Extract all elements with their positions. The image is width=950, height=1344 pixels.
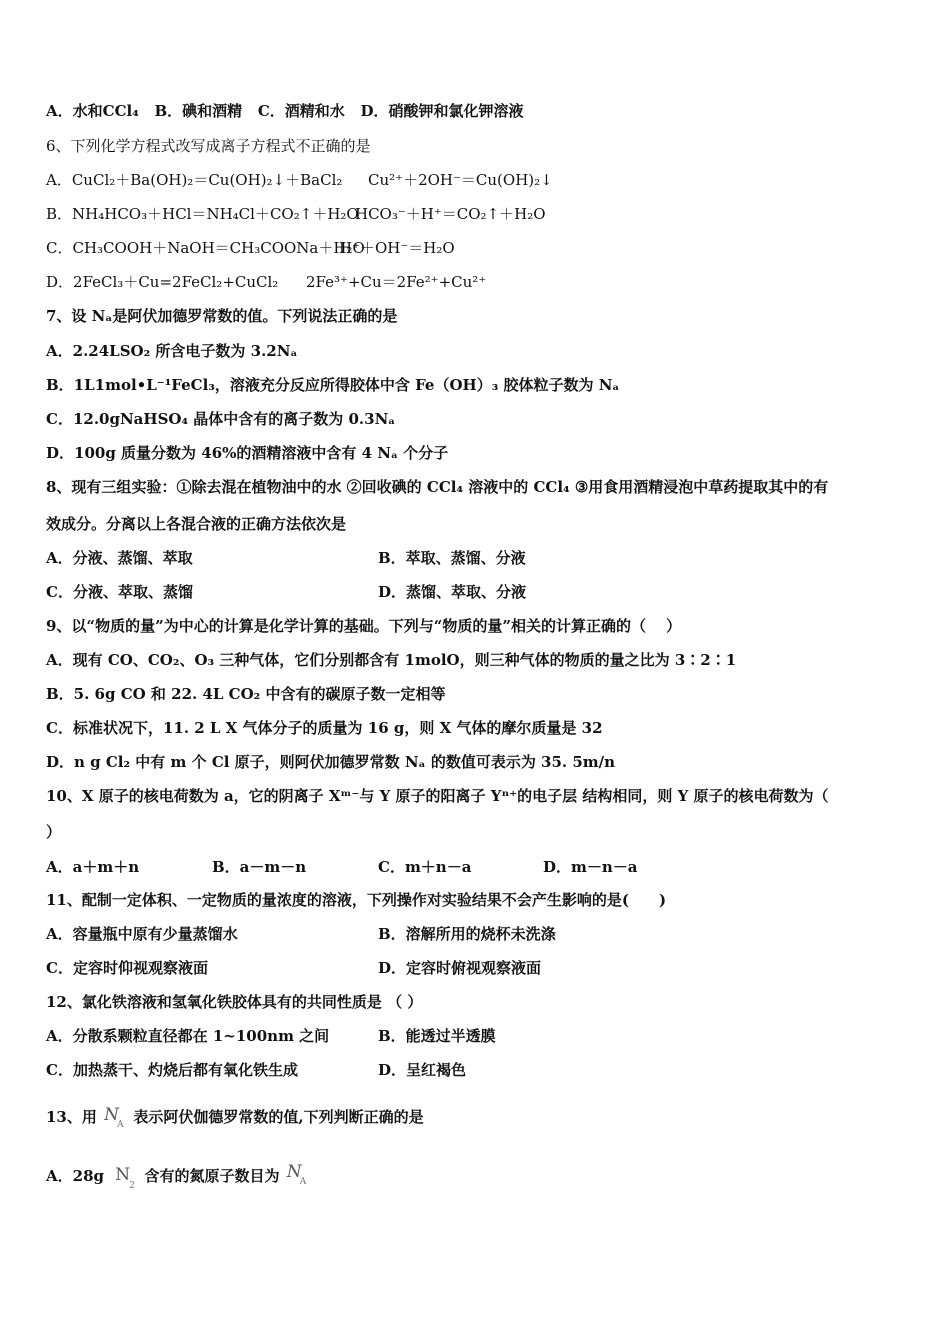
q6-b-equation: B．NH₄HCO₃＋HCl＝NH₄Cl＋CO₂↑＋H₂O	[46, 205, 359, 223]
q6-option-d	[46, 271, 487, 293]
n2-symbol-n: N	[115, 1165, 131, 1185]
q6-d-equation: D．2FeCl₃＋Cu=2FeCl₂+CuCl₂	[46, 273, 279, 291]
q9-option-c: C．标准状况下，11. 2 L X 气体分子的质量为 16 g，则 X 气体的摩尔质量是 32	[46, 719, 603, 737]
q10-option-b: B．a－m－n	[212, 858, 307, 876]
q6-c-ionic: H⁺＋OH⁻＝H₂O	[339, 239, 455, 257]
q6-d-ionic: 2Fe³⁺+Cu＝2Fe²⁺+Cu²⁺	[306, 273, 487, 291]
q11-option-b: B．溶解所用的烧杯未洗涤	[378, 925, 556, 943]
q7-option-d: D．100g 质量分数为 46%的酒精溶液中含有 4 Nₐ 个分子	[46, 444, 449, 462]
q7-option-a: A．2.24LSO₂ 所含电子数为 3.2Nₐ	[46, 342, 298, 360]
q11-option-d: D．定容时俯视观察液面	[378, 959, 542, 977]
na-symbol-a: A	[117, 1120, 124, 1130]
q6-option-a	[46, 169, 553, 191]
q6-a-equation: A．CuCl₂＋Ba(OH)₂＝Cu(OH)₂↓＋BaCl₂	[46, 171, 343, 189]
q10-stem-line2: ）	[46, 823, 62, 841]
q8-option-a: A．分液、蒸馏、萃取	[46, 549, 193, 567]
q6-b-ionic: HCO₃⁻＋H⁺＝CO₂↑＋H₂O	[355, 205, 546, 223]
q9-stem: 9、以“物质的量”为中心的计算是化学计算的基础。下列与“物质的量”相关的计算正确的（ ）	[46, 617, 682, 635]
q11-option-c: C．定容时仰视观察液面	[46, 959, 208, 977]
q5-option-a: A．水和CCl₄	[46, 102, 139, 120]
q10-stem-line1: 10、X 原子的核电荷数为 a，它的阴离子 Xᵐ⁻与 Y 原子的阳离子 Yⁿ⁺的电子层 结构相同，则 Y 原子的核电荷数为（	[46, 787, 829, 805]
q11-stem: 11、配制一定体积、一定物质的量浓度的溶液，下列操作对实验结果不会产生影响的是( )	[46, 891, 667, 909]
q8-option-b: B．萃取、蒸馏、分液	[378, 549, 526, 567]
q6-stem: 6、下列化学方程式改写成离子方程式不正确的是	[46, 137, 371, 155]
q8-stem-line1: 8、现有三组实验：①除去混在植物油中的水 ②回收碘的 CCl₄ 溶液中的 CCl₄ ③用食用酒精浸泡中草药提取其中的有	[46, 478, 829, 496]
na-symbol-2-n: N	[286, 1162, 302, 1182]
q8-option-d: D．蒸馏、萃取、分液	[378, 583, 527, 601]
q8-stem-line2: 效成分。分离以上各混合液的正确方法依次是	[46, 515, 347, 533]
q10-option-d: D．m－n－a	[543, 858, 638, 876]
q9-option-a: A．现有 CO、CO₂、O₃ 三种气体，它们分别都含有 1molO，则三种气体的物质的量之比为 3∶2∶1	[46, 651, 737, 669]
q13-stem	[46, 1106, 424, 1128]
q10-option-c: C．m＋n－a	[378, 858, 472, 876]
q8-option-c: C．分液、萃取、蒸馏	[46, 583, 193, 601]
q13-a-mid: 含有的氮原子数目为	[144, 1167, 280, 1185]
q11-option-a: A．容量瓶中原有少量蒸馏水	[46, 925, 238, 943]
q9-option-d: D．n g Cl₂ 中有 m 个 Cl 原子，则阿伏加德罗常数 Nₐ 的数值可表示为 35. 5m/n	[46, 753, 616, 771]
q6-option-c	[46, 237, 455, 259]
q7-stem: 7、设 Nₐ是阿伏加德罗常数的值。下列说法正确的是	[46, 307, 398, 325]
q5-options	[46, 100, 523, 122]
q13-a-prefix: A．28g	[46, 1167, 105, 1185]
q7-option-b: B．1L1mol•L⁻¹FeCl₃，溶液充分反应所得胶体中含 Fe（OH）₃ 胶体粒子数为 Nₐ	[46, 376, 620, 394]
q12-option-c: C．加热蒸干、灼烧后都有氧化铁生成	[46, 1061, 298, 1079]
q12-option-d: D．呈红褐色	[378, 1061, 467, 1079]
n2-symbol-2: 2	[129, 1181, 135, 1191]
q12-stem: 12、氯化铁溶液和氢氧化铁胶体具有的共同性质是 （ ）	[46, 993, 423, 1011]
q5-option-b: B．碘和酒精	[154, 102, 243, 120]
q5-option-d: D．硝酸钾和氯化钾溶液	[360, 102, 524, 120]
q12-option-b: B．能透过半透膜	[378, 1027, 496, 1045]
na-symbol-2-a: A	[299, 1177, 307, 1187]
q13-option-a	[46, 1162, 311, 1191]
q5-option-c: C．酒精和水	[257, 102, 345, 120]
q13-suffix: 表示阿伏伽德罗常数的值,下列判断正确的是	[133, 1108, 424, 1126]
q12-option-a: A．分散系颗粒直径都在 1~100nm 之间	[46, 1027, 330, 1045]
q6-c-equation: C．CH₃COOH＋NaOH＝CH₃COONa＋H₂O	[46, 239, 365, 257]
q6-a-ionic: Cu²⁺＋2OH⁻＝Cu(OH)₂↓	[368, 171, 553, 189]
q10-option-a: A．a＋m＋n	[46, 858, 140, 876]
na-symbol-n: N	[104, 1105, 119, 1125]
q6-option-b	[46, 203, 546, 225]
q9-option-b: B．5. 6g CO 和 22. 4L CO₂ 中含有的碳原子数一定相等	[46, 685, 446, 703]
q7-option-c: C．12.0gNaHSO₄ 晶体中含有的离子数为 0.3Nₐ	[46, 410, 396, 428]
q13-prefix: 13、用	[46, 1108, 97, 1126]
